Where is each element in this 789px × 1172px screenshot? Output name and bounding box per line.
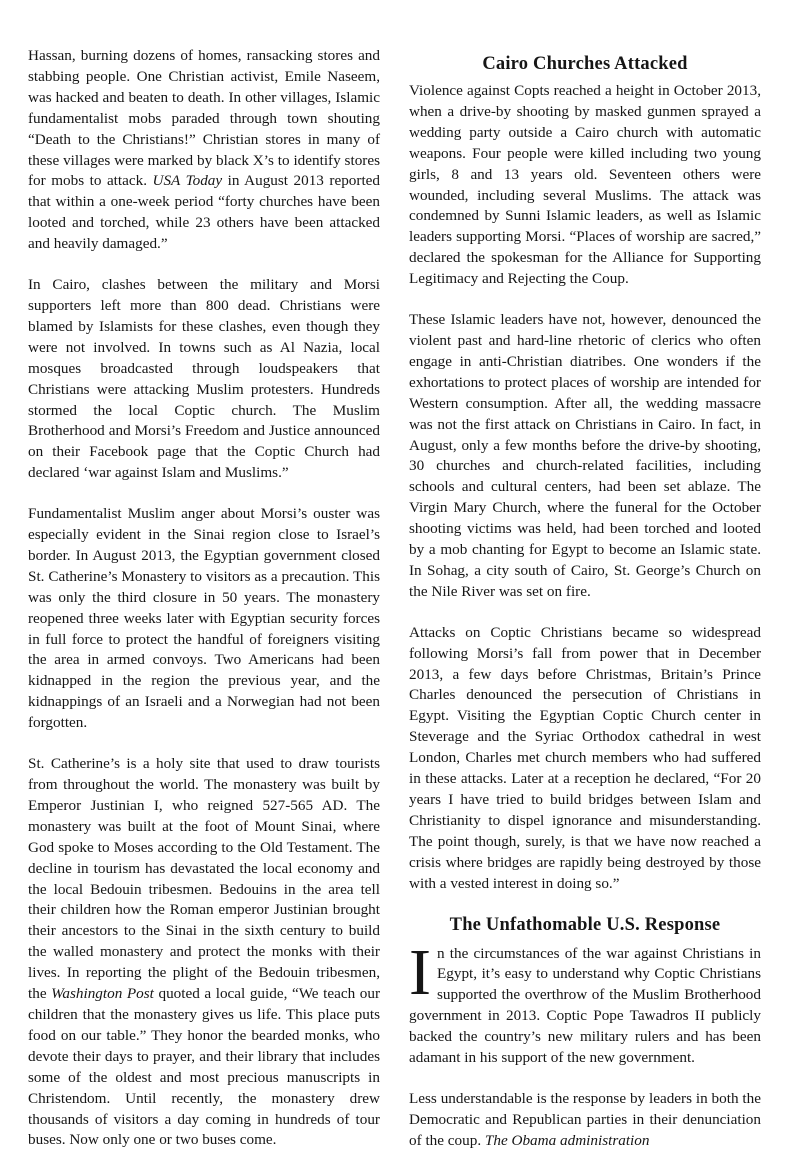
text-run: Violence against Copts reached a height in October 2013, when a drive-by shooting by masked gunmen sprayed a wedding party outside a Cairo church with automatic weapons. Four people were killed including two young girls, 8 and 13 years old. Seventeen others were wounded, including several Muslims. The attack was condemned by Sunni Islamic leaders, as well as Islamic leaders supporting Morsi. “Places of worship are sacred,” declared the spokesman for the Alliance for Supporting Legitimacy and Rejecting the Coup.: [409, 82, 761, 288]
text-run: Attacks on Coptic Christians became so widespread following Morsi’s fall from power that in December 2013, a few days before Christmas, Britain’s Prince Charles denounced the persecution of Christians in Egypt. Visiting the Egyptian Coptic Church center in Steverage and the Syriac Orthodox cathedral in west London, Charles met church members who had suffered in these attacks. Later at a reception he declared, “For 20 years I have tried to build bridges between Islam and Christianity to dispel ignorance and misunderstanding. The point though, surely, is that we have now reached a crisis where bridges are rapidly being destroyed by those with a vested interest in doing so.”: [409, 623, 761, 892]
body-paragraph: [28, 754, 380, 1151]
text-run: n the circumstances of the war against Christians in Egypt, it’s easy to understand why Coptic Christians supported the overthrow of the Muslim Brotherhood government in 2013. Coptic Pope Tawadros II publicly backed the country’s new military rulers and has been adamant in his support of the new government.: [409, 944, 761, 1067]
dropcap-paragraph-text: [409, 935, 761, 1067]
dropcap-paragraph: [409, 935, 761, 1069]
body-paragraph: [409, 310, 761, 603]
body-paragraph: [409, 623, 761, 895]
body-paragraph: [28, 46, 380, 255]
text-run: St. Catherine’s is a holy site that used to draw tourists from throughout the world. The monastery was built by Emperor Justinian I, who reigned 527-565 AD. The monastery was built at the foot of Mount Sinai, where God spoke to Moses according to the Old Testament. The decline in tourism has devastated the local economy and the local Bedouin tribesmen. Bedouins in the area tell their children how the Roman emperor Justinian brought their ancestors to the Sinai in the sixth century to build the walled monastery and protect the monks with their lives. In reporting the plight of the Bedouin tribesmen, the: [28, 755, 380, 1003]
drop-cap-letter: I: [409, 935, 431, 1009]
body-paragraph: [28, 275, 380, 484]
body-paragraph: [409, 81, 761, 290]
text-run: in August 2013 reported that within a one-week period “forty churches have been looted and torched, while 23 others have been attacked and heavily damaged.”: [28, 172, 380, 253]
section-heading-cairo-churches: Cairo Churches Attacked: [482, 54, 688, 74]
italic-text: Washington Post: [51, 985, 154, 1003]
section-heading-us-response: The Unfathomable U.S. Response: [449, 914, 721, 935]
text-run: In Cairo, clashes between the military and Morsi supporters left more than 800 dead. Christians were blamed by Islamists for these clashes, even though they were not involved. In towns such as Al Nazia, local mosques broadcasted through loudspeakers that Christians were attacking Muslim protesters. Hundreds stormed the local Coptic church. The Muslim Brotherhood and Morsi’s Freedom and Justice announced on their Facebook page that the Coptic Church had declared ‘war against Islam and Muslims.”: [28, 276, 380, 482]
right-column: [409, 54, 761, 1172]
left-column: [28, 46, 380, 1171]
text-run: Hassan, burning dozens of homes, ransacking stores and stabbing people. One Christian activist, Emile Naseem, was hacked and beaten to death. In other villages, Islamic fundamentalist mobs paraded through town shouting “Death to the Christians!” Christian stores in many of these villages were marked by black X’s to identify stores for mobs to attack.: [28, 47, 380, 190]
text-run: quoted a local guide, “We teach our children that the monastery gives us life. This place puts food on our table.” They honor the bearded monks, who devote their days to prayer, and their library that includes some of the oldest and most precious manuscripts in Christendom. Until recently, the monastery drew thousands of visitors a day coming in hundreds of tour buses. Now only one or two buses come.: [28, 985, 380, 1149]
italic-text: USA Today: [152, 172, 223, 190]
body-paragraph: [28, 504, 380, 734]
text-run: Less understandable is the response by leaders in both the Democratic and Republican parties in their denunciation of the coup.: [409, 1089, 761, 1149]
text-run: These Islamic leaders have not, however, denounced the violent past and hard-line rhetoric of clerics who often engage in anti-Christian diatribes. One wonders if the exhortations to protect places of worship are intended for Western consumption. After all, the wedding massacre was not the first attack on Christians in Cairo. In fact, in August, only a few months before the drive-by shooting, 30 churches and church-related facilities, including schools and cultural centers, had been set ablaze. The Virgin Mary Church, where the funeral for the October shooting victims was held, had been torched and looted by a mob chanting for Egypt to become an Islamic state. In Sohag, a city south of Cairo, St. George’s Church on the Nile River was set on fire.: [409, 311, 761, 600]
body-paragraph: [409, 1089, 761, 1152]
italic-text: The Obama administration: [484, 1131, 650, 1149]
text-run: Fundamentalist Muslim anger about Morsi’s ouster was especially evident in the Sinai region close to Israel’s border. In August 2013, the Egyptian government closed St. Catherine’s Monastery to visitors as a precaution. This was only the third closure in 50 years. The monastery reopened three weeks later with Egyptian security forces in full force to protect the handful of foreigners visiting the area in armed convoys. Two Americans had been kidnapped in the region the previous year, and the kidnappings of an Israeli and a Norwegian had not been forgotten.: [28, 505, 380, 732]
